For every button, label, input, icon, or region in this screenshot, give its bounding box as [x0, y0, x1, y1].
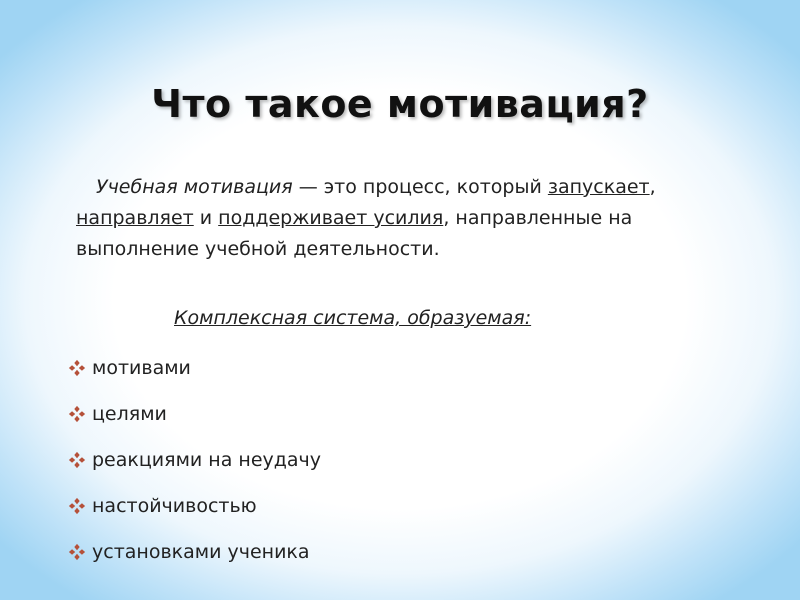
- bullet-list: [68, 345, 321, 575]
- slide-title: Что такое мотивация?: [151, 82, 649, 126]
- definition-verb-launch: запускает: [547, 176, 650, 198]
- bullet-text: реакциями на неудачу: [92, 449, 322, 471]
- definition-paragraph: [76, 172, 736, 265]
- four-diamond-icon: [68, 451, 86, 469]
- list-item: [68, 483, 321, 529]
- definition-verb-support: поддерживает усилия: [218, 207, 444, 229]
- definition-text: и: [193, 207, 219, 229]
- list-item: [68, 437, 321, 483]
- definition-term: Учебная мотивация: [96, 176, 293, 198]
- list-item: [68, 391, 321, 437]
- bullet-text: мотивами: [92, 357, 191, 379]
- list-item: [68, 345, 321, 391]
- system-subheading: Комплексная система, образуемая:: [174, 307, 532, 329]
- definition-text: ,: [649, 176, 656, 198]
- bullet-text: целями: [92, 403, 167, 425]
- list-item: [68, 529, 321, 575]
- four-diamond-icon: [68, 497, 86, 515]
- definition-text: — это процесс, который: [292, 176, 548, 198]
- four-diamond-icon: [68, 359, 86, 377]
- definition-text: , направленные на выполнение учебной деятельности.: [76, 207, 633, 260]
- bullet-text: установками ученика: [92, 541, 310, 563]
- four-diamond-icon: [68, 405, 86, 423]
- bullet-text: настойчивостью: [92, 495, 257, 517]
- definition-verb-direct: направляет: [76, 207, 194, 229]
- four-diamond-icon: [68, 543, 86, 561]
